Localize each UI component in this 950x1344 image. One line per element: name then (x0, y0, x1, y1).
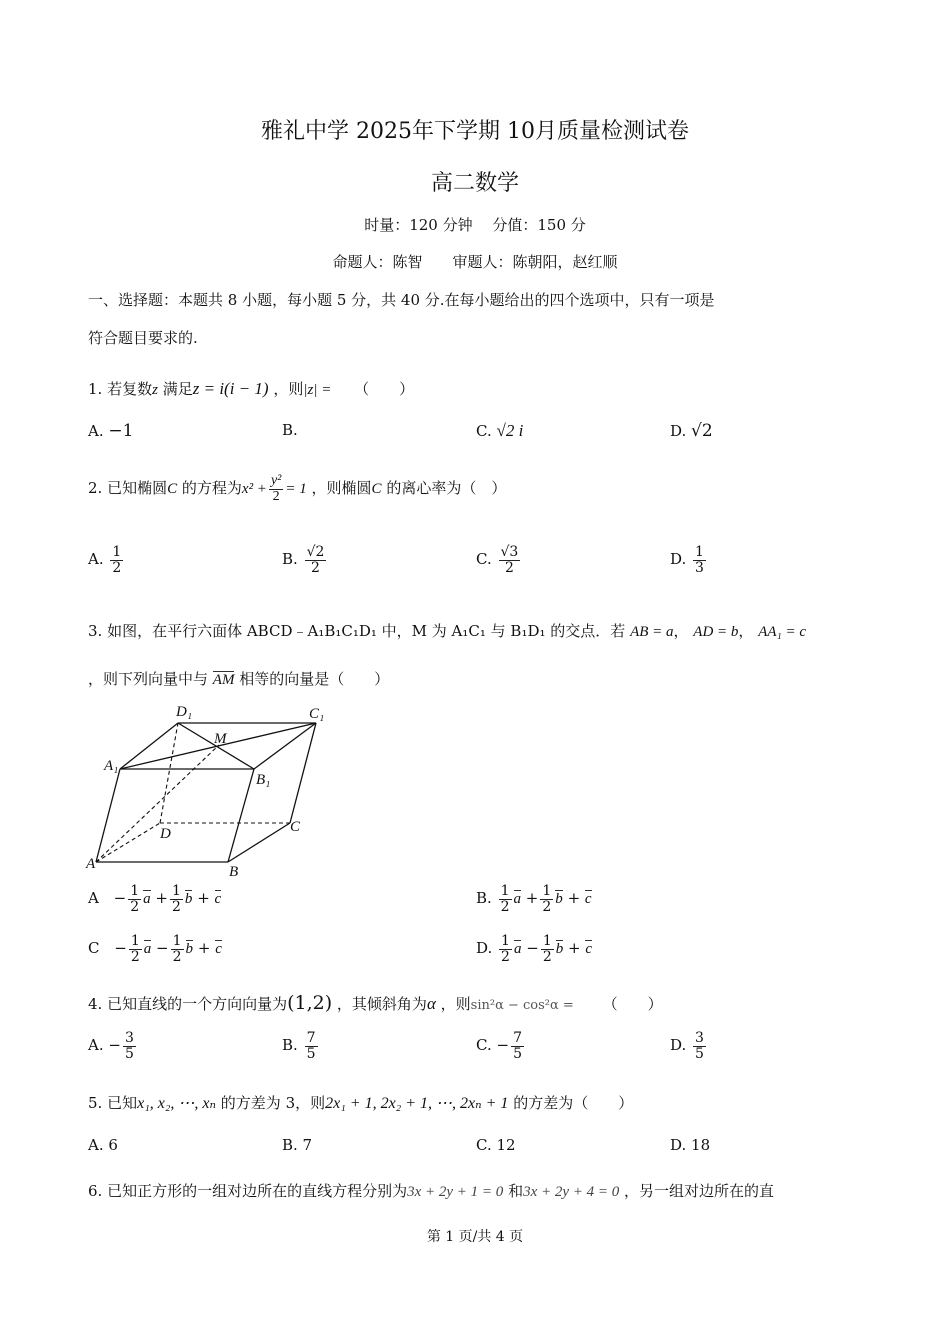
exam-authors: 命题人：陈智 审题人：陈朝阳，赵红顺 (332, 253, 618, 271)
q4-alpha: α (426, 994, 436, 1013)
edge-a-d-hidden (96, 823, 160, 862)
q2-stem-d: 的离心率为（ ） (386, 479, 507, 498)
exam-title: 雅礼中学 2025年下学期 10月质量检测试卷 (261, 119, 689, 144)
q5-option-a: A. 6 (88, 1136, 118, 1154)
question-3-stem-line2 (88, 668, 389, 689)
q1-stem-a: 1. 若复数 (88, 380, 153, 398)
edge-a-a1 (96, 769, 120, 862)
q1-paren: （ ） (354, 380, 415, 398)
q3-option-b: B. $\frac{1}{2}$ a + $\frac{1}{2}$ b + c (476, 883, 592, 915)
q4-option-b: B. $\frac{7}{5}$ (282, 1030, 316, 1062)
edge-d-d1-hidden (160, 723, 178, 823)
edge-c-c1 (290, 723, 316, 823)
q4-option-d: D. $\frac{3}{5}$ (670, 1030, 704, 1062)
section-heading-line2: 符合题目要求的. (88, 329, 198, 347)
parallelepiped-figure (80, 698, 350, 883)
q3-vec-ab: AB = a (630, 624, 674, 640)
q5-stem-b: 的方差为 3，则 (220, 1094, 326, 1112)
q4-option-c: C. − $\frac{7}{5}$ (476, 1030, 522, 1062)
q4-paren: （ ） (602, 995, 663, 1013)
q6-stem-c: ，另一组对边所在的直 (624, 1182, 775, 1200)
q6-stem-a: 6. 已知正方形的一组对边所在的直线方程分别为 (88, 1182, 408, 1200)
q1-equation: z = i(i − 1) (192, 379, 269, 398)
q2-stem-a: 2. 已知椭圆 (88, 479, 168, 498)
label-a: A (86, 856, 96, 872)
q1-option-b: B. (282, 421, 298, 439)
q3-vec-am: AM (212, 672, 235, 688)
q2-option-d: D. $\frac{1}{3}$ (670, 544, 704, 576)
q1-var: z (152, 382, 158, 398)
label-m: M (214, 731, 227, 747)
q2-eq-right: = 1 (285, 481, 307, 498)
q3-option-c: C − $\frac{1}{2}$ a − $\frac{1}{2}$ b + c (88, 933, 222, 965)
q5-seq2: 2x₁ + 1, 2x₂ + 1, ⋯, 2xₙ + 1 (325, 1095, 509, 1112)
q2-var: C (167, 481, 178, 498)
q3-option-a: A − $\frac{1}{2}$ a + $\frac{1}{2}$ b + c (88, 883, 222, 915)
q2-eq-fraction: $\frac{\text{y²}}{2}$ (270, 473, 282, 504)
exam-time-info: 时量：120 分钟 分值：150 分 (364, 216, 586, 234)
q3-stem-line2-text: ，则下列向量中与 (88, 670, 209, 688)
q4-stem-a: 4. 已知直线的一个方向向量为 (88, 995, 288, 1013)
q4-option-a: A. − $\frac{3}{5}$ (88, 1030, 134, 1062)
label-c1: C₁ (309, 706, 325, 722)
q4-stem-c: ，则 (440, 995, 471, 1013)
q3-option-d: D. $\frac{1}{2}$ a − $\frac{1}{2}$ b + c (476, 933, 593, 965)
q1-stem-b: 满足 (162, 380, 193, 398)
q5-option-d: D. 18 (670, 1136, 711, 1154)
q5-option-b: B. 7 (282, 1136, 313, 1154)
question-3-stem-line1: 3. 如图，在平行六面体 ABCD﹣A₁B₁C₁D₁ 中，M 为 A₁C₁ 与 B₁D₁ 的交点．若 AB = a， AD = b， AA₁ = c (88, 622, 807, 640)
q3-vec-ad: AD = b (693, 624, 739, 640)
section-heading-line1: 一、选择题：本题共 8 小题，每小题 5 分，共 40 分.在每小题给出的四个选项中，只有一项是 (88, 291, 715, 309)
q2-option-b: B. $\frac{√2}{2}$ (282, 544, 325, 576)
question-5-stem (88, 1092, 633, 1113)
q2-stem-b: 的方程为 (181, 479, 242, 498)
q1-stem-c: ，则 (273, 380, 304, 398)
q2-option-a: A. $\frac{1}{2}$ (88, 544, 122, 576)
label-b: B (229, 864, 239, 880)
q5-seq1: x₁, x₂, ⋯, xₙ (137, 1095, 217, 1112)
q2-stem-c: ，则椭圆 (311, 479, 372, 498)
q4-stem-b: ，其倾斜角为 (336, 995, 427, 1013)
q4-direction-vector: (1,2) (287, 992, 333, 1014)
q3-vec-aa1: AA₁ = c (758, 624, 807, 640)
label-c: C (290, 819, 301, 835)
q6-stem-b: 和 (508, 1182, 524, 1200)
question-6-stem (88, 1180, 774, 1201)
question-2-stem (88, 474, 506, 504)
q6-eq1: 3x + 2y + 1 = 0 (407, 1184, 504, 1200)
q3-stem-line2-end: 相等的向量是（ ） (239, 670, 390, 688)
q1-abs: |z| = (303, 382, 332, 398)
question-4-stem (88, 992, 663, 1014)
q5-stem-c: 的方差为（ ） (513, 1094, 634, 1112)
q5-stem-a: 5. 已知 (88, 1094, 138, 1112)
page-footer: 第 1 页/共 4 页 (426, 1229, 524, 1245)
exam-subject: 高二数学 (430, 171, 519, 196)
q2-var-2: C (371, 481, 382, 498)
label-b1: B₁ (256, 772, 271, 788)
label-a1: A₁ (104, 758, 119, 774)
q2-eq-left: x² + (241, 481, 267, 498)
q5-option-c: C. 12 (476, 1136, 516, 1154)
q6-eq2: 3x + 2y + 4 = 0 (523, 1184, 620, 1200)
q1-option-a: A. −1 (88, 421, 134, 441)
label-d1: D₁ (176, 704, 193, 720)
q2-option-c: C. $\frac{√3}{2}$ (476, 544, 519, 576)
q3-stem-line1-text: 3. 如图，在平行六面体 ABCD﹣A₁B₁C₁D₁ 中，M 为 A₁C₁ 与 B₁D₁ 的交点．若 (88, 622, 626, 640)
label-d: D (160, 826, 171, 842)
q1-option-c: C. √2 i (476, 421, 524, 440)
question-1-stem (88, 378, 414, 399)
q1-option-d: D. √2 (670, 421, 713, 441)
q4-expression: sin²α − cos²α = (470, 998, 574, 1013)
